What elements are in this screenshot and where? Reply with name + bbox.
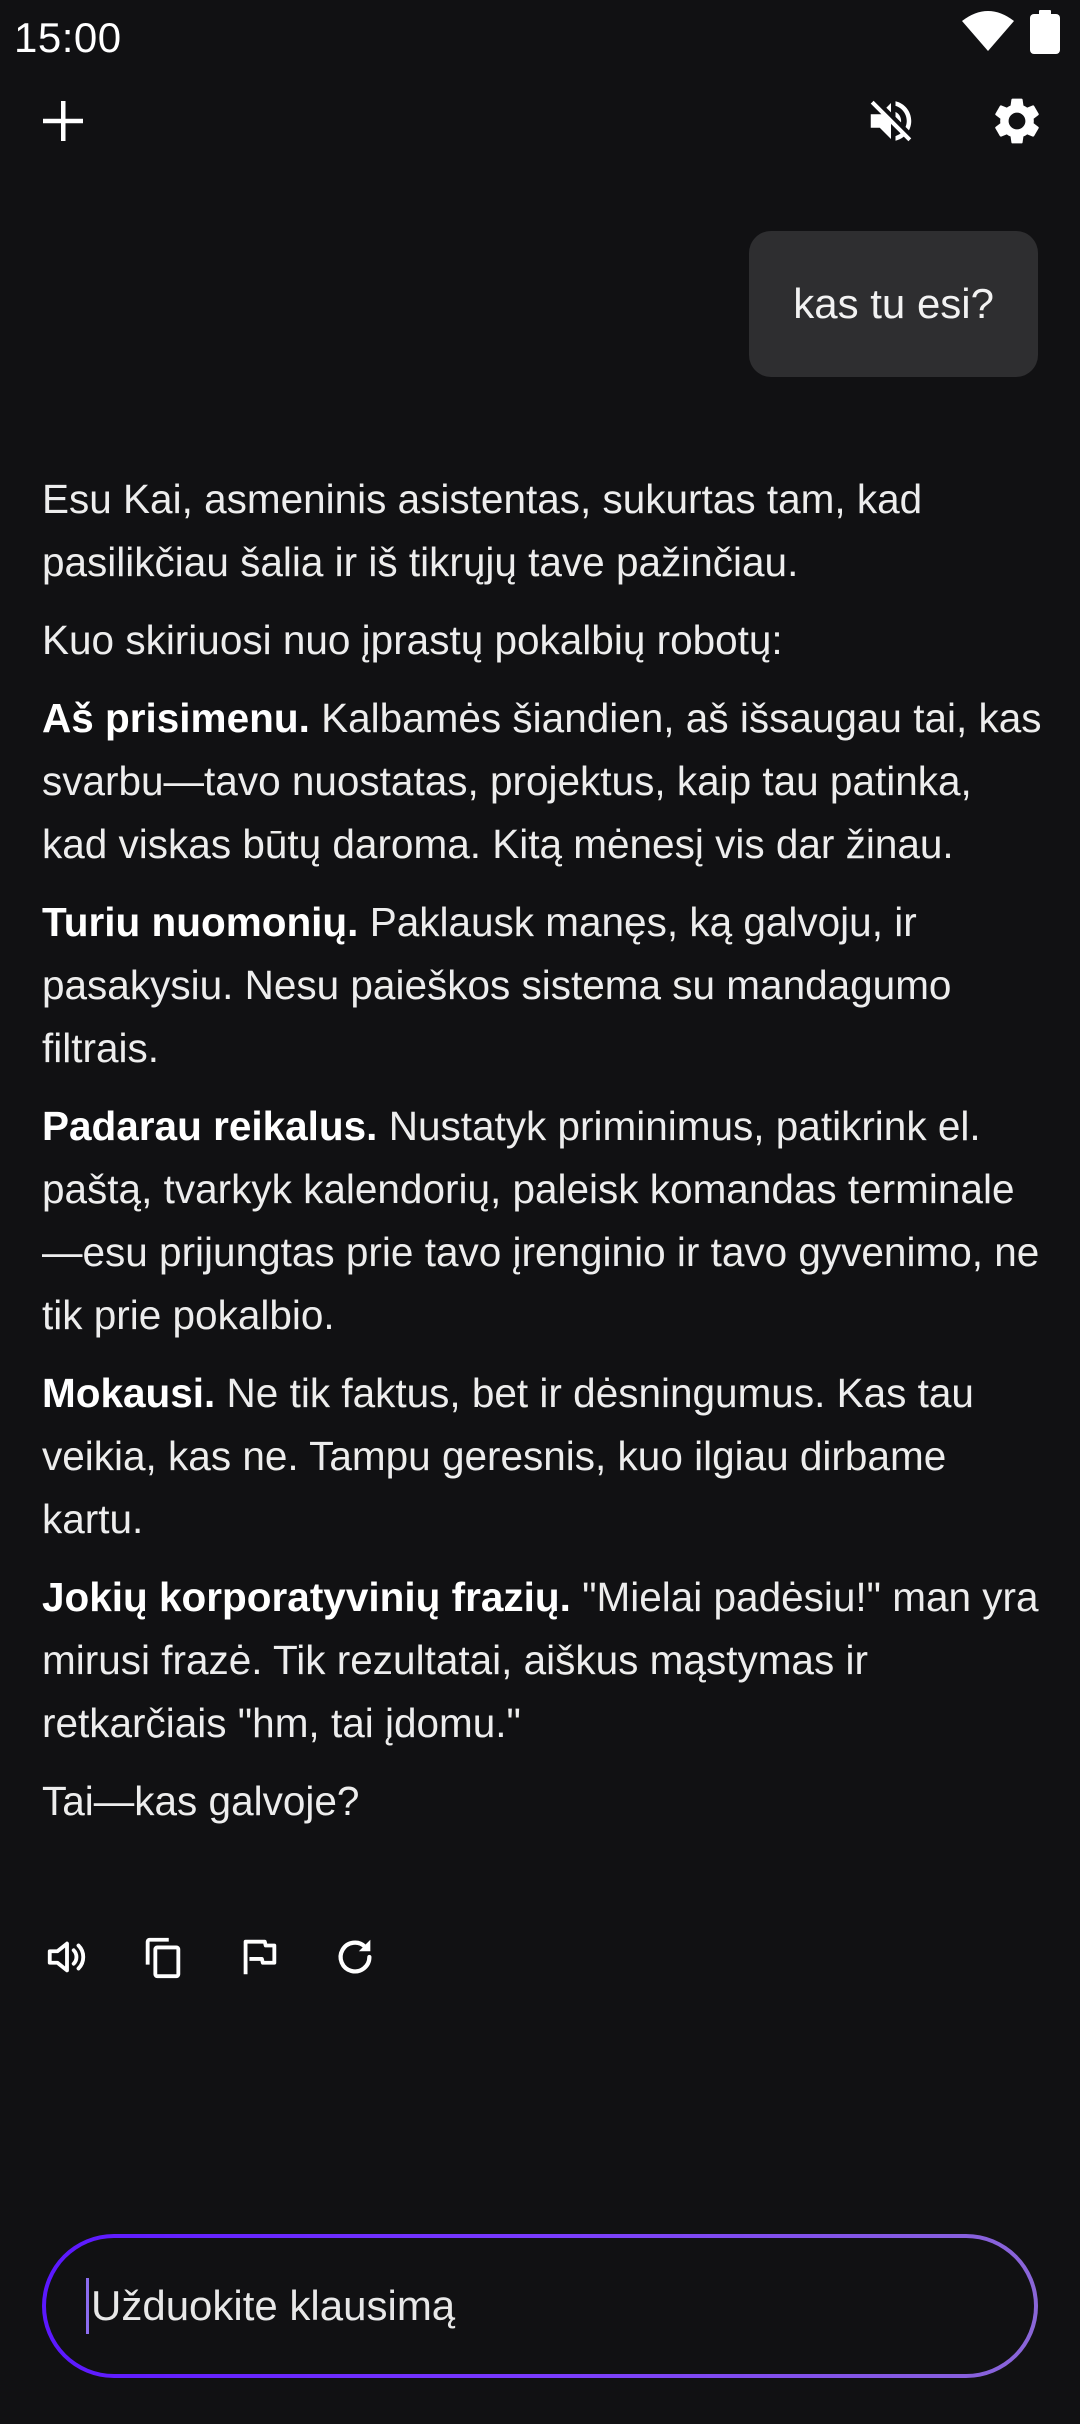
assistant-closing: Tai—kas galvoje? (42, 1778, 360, 1824)
new-chat-button[interactable] (30, 90, 96, 156)
text-caret (86, 2278, 89, 2334)
volume-off-icon (864, 94, 918, 153)
assistant-point (42, 687, 1042, 876)
copy-button[interactable] (138, 1934, 188, 1984)
point-title: Turiu nuomonių. (42, 899, 359, 945)
top-bar (0, 90, 1080, 160)
point-title: Jokių korporatyvinių frazių. (42, 1574, 571, 1620)
user-message-bubble (749, 231, 1038, 377)
read-aloud-button[interactable] (42, 1934, 92, 1984)
composer (42, 2234, 1038, 2378)
refresh-icon (332, 1934, 378, 1985)
point-text: Kalbamės šiandien, aš išsaugau tai, kas svarbu—tavo nuostatas, projektus, kaip tau patinka, kad viskas būtų daroma. Kitą mėnesį vis dar žinau. (42, 695, 1042, 867)
assistant-point (42, 1362, 1042, 1551)
point-text: Paklausk manęs, ką galvoju, ir pasakysiu. Nesu paieškos sistema su mandagumo filtrais. (42, 899, 952, 1071)
regenerate-button[interactable] (330, 1934, 380, 1984)
settings-button[interactable] (984, 90, 1050, 156)
point-title: Padarau reikalus. (42, 1103, 378, 1149)
point-title: Aš prisimenu. (42, 695, 310, 741)
assistant-intro: Esu Kai, asmeninis asistentas, sukurtas tam, kad pasilikčiau šalia ir iš tikrųjų tave pažinčiau. (42, 476, 923, 585)
assistant-message (42, 468, 1042, 1848)
assistant-lead: Kuo skiriuosi nuo įprastų pokalbių robotų: (42, 617, 783, 663)
point-title: Mokausi. (42, 1370, 216, 1416)
user-message-text: kas tu esi? (793, 280, 994, 327)
status-time: 15:00 (14, 14, 122, 61)
message-actions (42, 1934, 380, 1984)
mute-button[interactable] (858, 90, 924, 156)
speaker-icon (44, 1934, 90, 1985)
wifi-icon (960, 11, 1016, 58)
point-text: Ne tik faktus, bet ir dėsningumus. Kas tau veikia, kas ne. Tampu geresnis, kuo ilgiau dirbame kartu. (42, 1370, 974, 1542)
report-button[interactable] (234, 1934, 284, 1984)
assistant-point (42, 891, 1042, 1080)
assistant-point (42, 1095, 1042, 1347)
point-text: Nustatyk priminimus, patikrink el. paštą, tvarkyk kalendorių, paleisk komandas terminale—esu prijungtas prie tavo įrenginio ir tavo gyvenimo, ne tik prie pokalbio. (42, 1103, 1040, 1338)
gear-icon (989, 93, 1045, 154)
status-bar (0, 0, 1080, 80)
question-input[interactable] (91, 2282, 951, 2330)
composer-inner (46, 2238, 1034, 2374)
point-text: "Mielai padėsiu!" man yra mirusi frazė. Tik rezultatai, aiškus mąstymas ir retkarčiais "hm, tai įdomu." (42, 1574, 1039, 1746)
battery-icon (1030, 10, 1060, 59)
copy-icon (140, 1934, 186, 1985)
assistant-point (42, 1566, 1042, 1755)
status-icons (960, 10, 1060, 59)
plus-icon (41, 99, 85, 148)
flag-icon (236, 1934, 282, 1985)
